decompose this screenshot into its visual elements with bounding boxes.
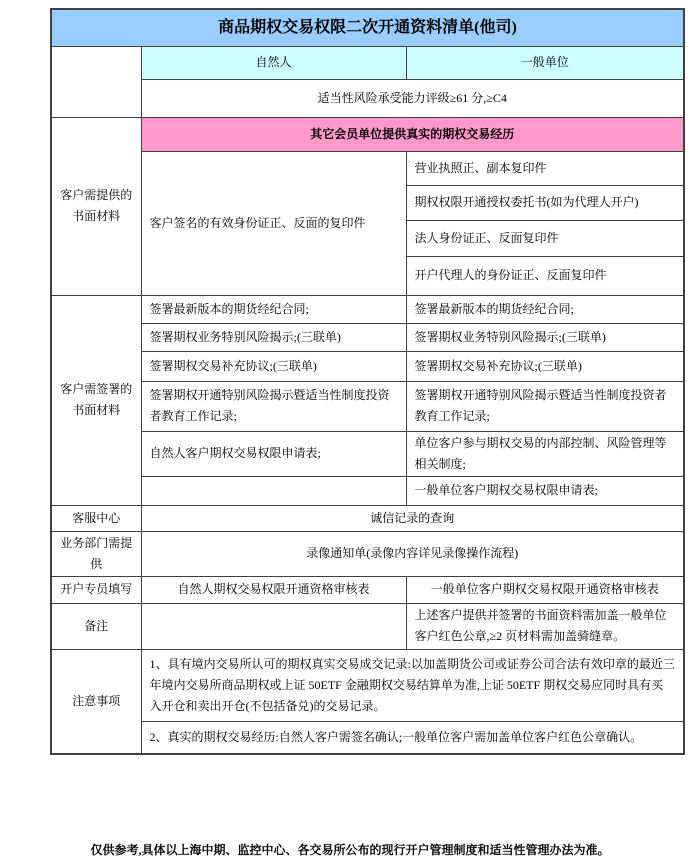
- cell-specialist-natural: 自然人期权交易权限开通资格审核表: [141, 576, 406, 603]
- cell-sign-unit-5: 单位客户参与期权交易的内部控制、风险管理等相关制度;: [406, 431, 684, 476]
- suitability-row: [51, 79, 684, 117]
- cell-unit-doc-3: 法人身份证正、反面复印件: [406, 220, 684, 256]
- cell-remark-unit: 上述客户提供并签署的书面资料需加盖一般单位客户红色公章,≥2 页材料需加盖骑缝章。: [406, 603, 684, 649]
- section-label-business-dept: 业务部门需提供: [51, 531, 141, 576]
- page-title: 商品期权交易权限二次开通资料清单(他司): [51, 9, 684, 46]
- table-row: [51, 381, 684, 431]
- options-checklist-table: [50, 8, 685, 755]
- cell-unit-doc-2: 期权权限开通授权委托书(如为代理人开户): [406, 185, 684, 220]
- section-label-notes: 注意事项: [51, 649, 141, 754]
- notes-row-1: [51, 649, 684, 721]
- cell-unit-doc-4: 开户代理人的身份证正、反面复印件: [406, 256, 684, 295]
- table-row: [51, 323, 684, 351]
- section-label-account-specialist: 开户专员填写: [51, 576, 141, 603]
- cell-note-1: 1、具有境内交易所认可的期权真实交易成交记录:以加盖期货公司或证券公司合法有效印章的最近三年境内交易所商品期权或上证 50ETF 金融期权交易结算单为准,上证 50ETF 期权交易应同时具有买入开仓和卖出开仓(不包括备兑)的交易记录。: [141, 649, 684, 721]
- cell-natural-id-copy: 客户签名的有效身份证正、反面的复印件: [141, 151, 406, 295]
- cell-header-spacer: [51, 46, 141, 117]
- table-row: [51, 351, 684, 381]
- table-row: [51, 476, 684, 505]
- cell-sign-natural-2: 签署期权业务特别风险揭示;(三联单): [141, 323, 406, 351]
- cell-sign-natural-3: 签署期权交易补充协议;(三联单): [141, 351, 406, 381]
- cell-sign-natural-1: 签署最新版本的期货经纪合同;: [141, 295, 406, 323]
- header-row: [51, 46, 684, 79]
- cell-sign-unit-2: 签署期权业务特别风险揭示;(三联单): [406, 323, 684, 351]
- cell-sign-unit-3: 签署期权交易补充协议;(三联单): [406, 351, 684, 381]
- title-row: [51, 9, 684, 46]
- banner-row: [51, 117, 684, 151]
- column-header-natural-person: 自然人: [141, 46, 406, 79]
- cell-sign-natural-4: 签署期权开通特别风险揭示暨适当性制度投资者教育工作记录;: [141, 381, 406, 431]
- column-header-general-unit: 一般单位: [406, 46, 684, 79]
- table-row: [51, 151, 684, 185]
- cell-video-notice: 录像通知单(录像内容详见录像操作流程): [141, 531, 684, 576]
- cell-sign-unit-6: 一般单位客户期权交易权限申请表;: [406, 476, 684, 505]
- section-label-sign-materials: 客户需签署的书面材料: [51, 295, 141, 505]
- cell-sign-unit-1: 签署最新版本的期货经纪合同;: [406, 295, 684, 323]
- cell-sign-unit-4: 签署期权开通特别风险揭示暨适当性制度投资者教育工作记录;: [406, 381, 684, 431]
- cell-remark-natural: [141, 603, 406, 649]
- table-row: [51, 431, 684, 476]
- video-row: [51, 531, 684, 576]
- disclaimer-footer: 仅供参考,具体以上海中期、监控中心、各交易所公布的现行开户管理制度和适当性管理办法为准。: [90, 843, 610, 857]
- section-label-provide-materials: 客户需提供的书面材料: [51, 117, 141, 295]
- cell-unit-doc-1: 营业执照正、副本复印件: [406, 151, 684, 185]
- cell-note-2: 2、真实的期权交易经历:自然人客户需签名确认;一般单位客户需加盖单位客户红色公章确认。: [141, 721, 684, 754]
- service-row: [51, 505, 684, 531]
- section-label-remark: 备注: [51, 603, 141, 649]
- cell-specialist-unit: 一般单位客户期权交易权限开通资格审核表: [406, 576, 684, 603]
- cell-service-value: 诚信记录的查询: [141, 505, 684, 531]
- specialist-row: [51, 576, 684, 603]
- table-row: [51, 295, 684, 323]
- cell-sign-natural-5: 自然人客户期权交易权限申请表;: [141, 431, 406, 476]
- section-label-service-center: 客服中心: [51, 505, 141, 531]
- suitability-requirement: 适当性风险承受能力评级≥61 分,≥C4: [141, 79, 684, 117]
- notes-row-2: [51, 721, 684, 754]
- cell-sign-natural-6: [141, 476, 406, 505]
- remark-row: [51, 603, 684, 649]
- experience-banner: 其它会员单位提供真实的期权交易经历: [141, 117, 684, 151]
